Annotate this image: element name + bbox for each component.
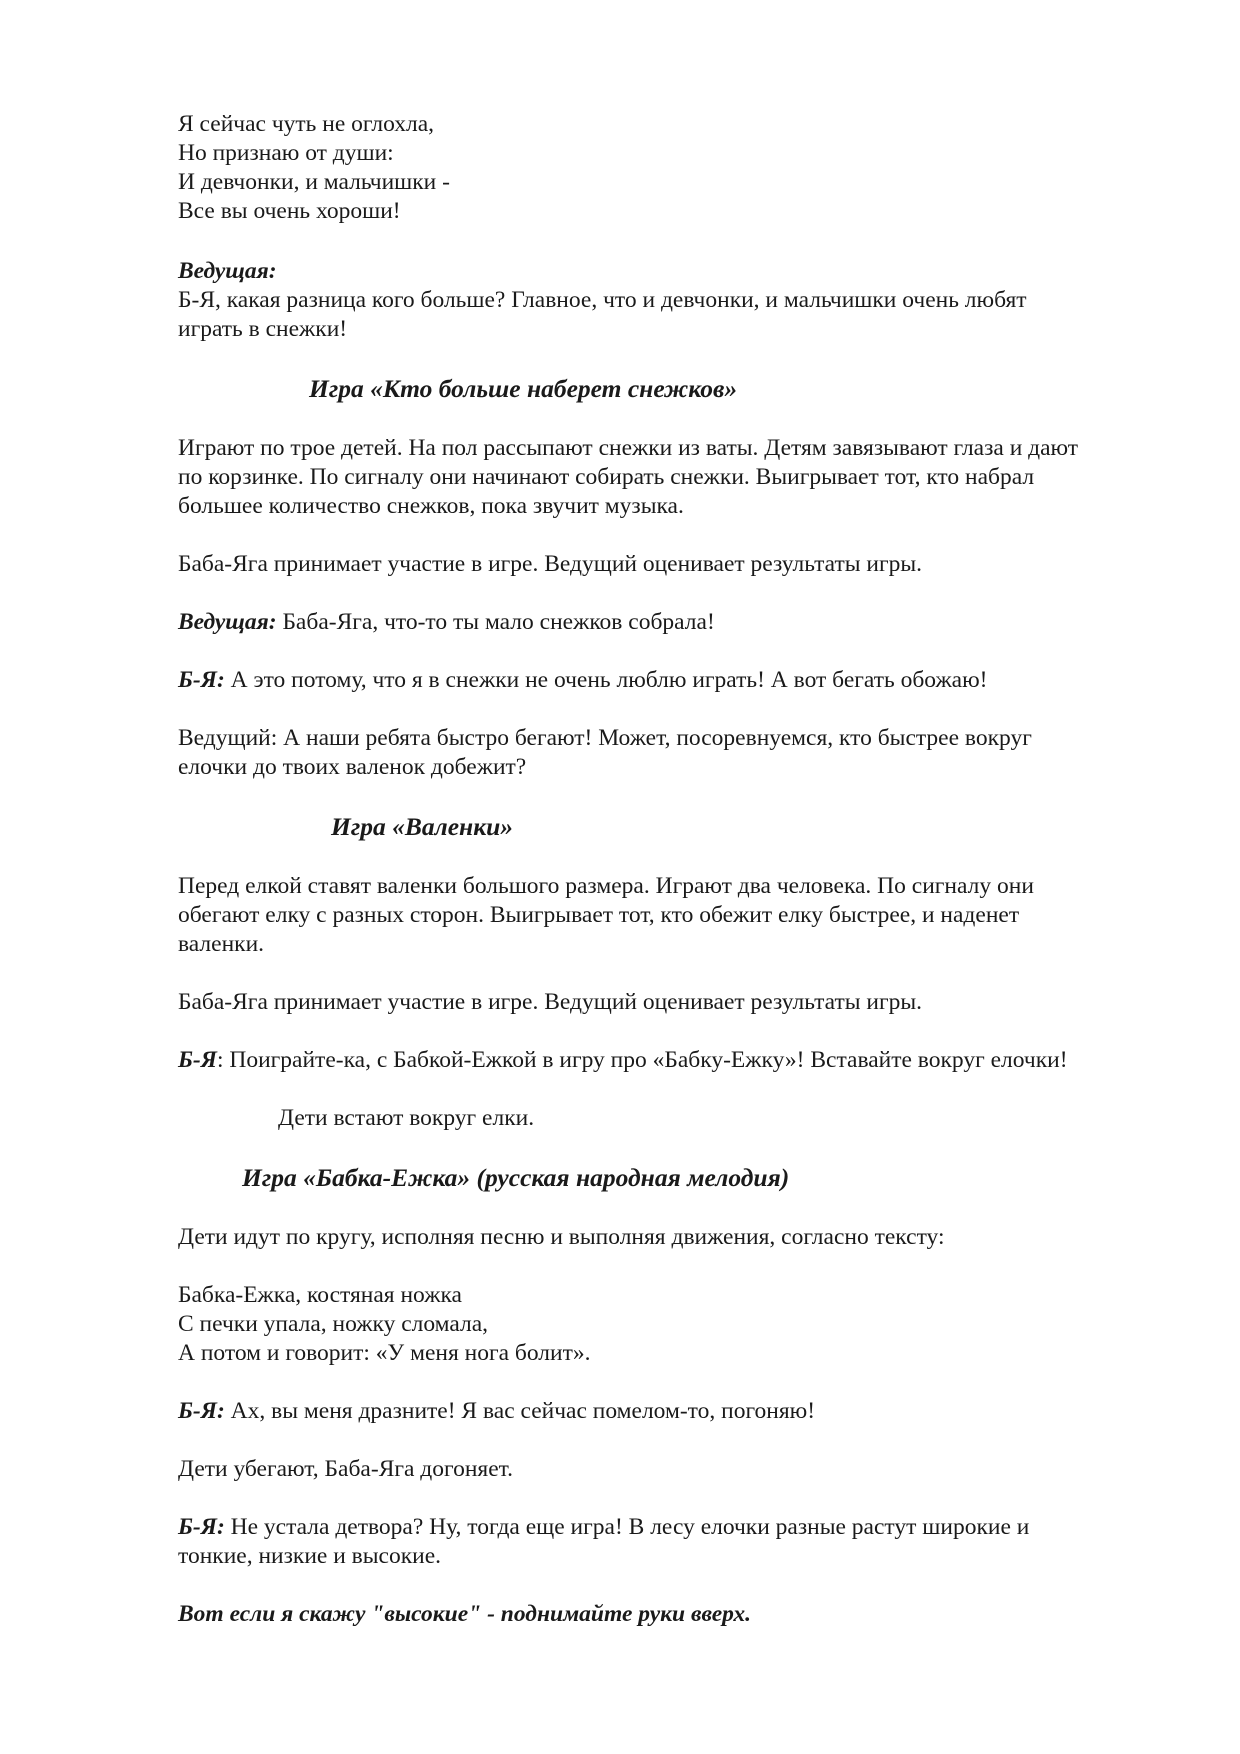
text-line: Перед елкой ставят валенки большого размера. Играют два человека. По сигналу они [178,873,1034,899]
host-remark [178,257,1163,344]
dialog-text: А это потому, что я в снежки не очень люблю играть! А вот бегать обожаю! [224,667,988,693]
text-line: елочки до твоих валенок добежит? [178,754,527,780]
game1-title: Игра «Кто больше наберет снежков» [309,374,738,403]
song-line: Бабка-Ежка, костяная ножка [178,1282,462,1308]
game1-description [178,434,1163,521]
speaker-label: Б-Я: [178,1398,225,1424]
speaker-label: Б-Я: [178,667,225,693]
game1-participation: Баба-Яга принимает участие в игре. Ведущий оценивает результаты игры. [178,551,923,577]
song [178,1281,1163,1368]
game2-title: Игра «Валенки» [331,812,514,841]
dialog-line [178,1046,1163,1075]
poem-line: Я сейчас чуть не оглохла, [178,111,435,137]
text-line: Ведущий: А наши ребята быстро бегают! Может, посоревнуемся, кто быстрее вокруг [178,725,1032,751]
speaker-label: Б-Я: [178,1514,225,1540]
game3-description: Дети идут по кругу, исполняя песню и выполняя движения, согласно тексту: [178,1224,945,1250]
dialog-text: Не устала детвора? Ну, тогда еще игра! В лесу елочки разные растут широкие и [224,1514,1030,1540]
speaker-label: Б-Я [178,1047,217,1073]
dialog-text: : Поиграйте-ка, с Бабкой-Ежкой в игру про «Бабку-Ежку»! Вставайте вокруг елочки! [216,1047,1068,1073]
chase-note: Дети убегают, Баба-Яга догоняет. [178,1456,514,1482]
text-line: по корзинке. По сигналу они начинают собирать снежки. Выигрывает тот, кто набрал [178,464,1035,490]
document-page [178,110,1163,1629]
song-line: А потом и говорит: «У меня нога болит». [178,1340,591,1366]
poem-line: И девчонки, и мальчишки - [178,169,450,195]
text-line: играть в снежки! [178,316,348,342]
song-line: С печки упала, ножку сломала, [178,1311,489,1337]
dialog-line [178,1513,1163,1571]
dialog-line [178,666,1163,695]
text-line: Б-Я, какая разница кого больше? Главное, что и девчонки, и мальчишки очень любят [178,287,1027,313]
host-run-remark [178,724,1163,782]
dialog-text: Ах, вы меня дразните! Я вас сейчас помелом-то, погоняю! [224,1398,816,1424]
dialog-line [178,1397,1163,1426]
poem-line: Но признаю от души: [178,140,394,166]
dialog-line [178,608,1163,637]
text-line: большее количество снежков, пока звучит музыка. [178,493,684,519]
text-line: Играют по трое детей. На пол рассыпают снежки из ваты. Детям завязывают глаза и дают [178,435,1079,461]
stage-note: Дети встают вокруг елки. [278,1105,535,1131]
speaker-label: Ведущая: [178,609,277,635]
text-line: валенки. [178,931,265,957]
game3-title: Игра «Бабка-Ежка» (русская народная мелодия) [242,1163,790,1192]
game2-description [178,872,1163,959]
dialog-text: тонкие, низкие и высокие. [178,1543,442,1569]
poem [178,110,1163,226]
game2-participation: Баба-Яга принимает участие в игре. Ведущий оценивает результаты игры. [178,989,923,1015]
dialog-text: Баба-Яга, что-то ты мало снежков собрала! [276,609,715,635]
text-line: обегают елку с разных сторон. Выигрывает тот, кто обежит елку быстрее, и наденет [178,902,1020,928]
speaker-label: Ведущая: [178,258,277,284]
final-instruction: Вот если я скажу "высокие" - поднимайте руки вверх. [178,1601,752,1627]
poem-line: Все вы очень хороши! [178,198,401,224]
